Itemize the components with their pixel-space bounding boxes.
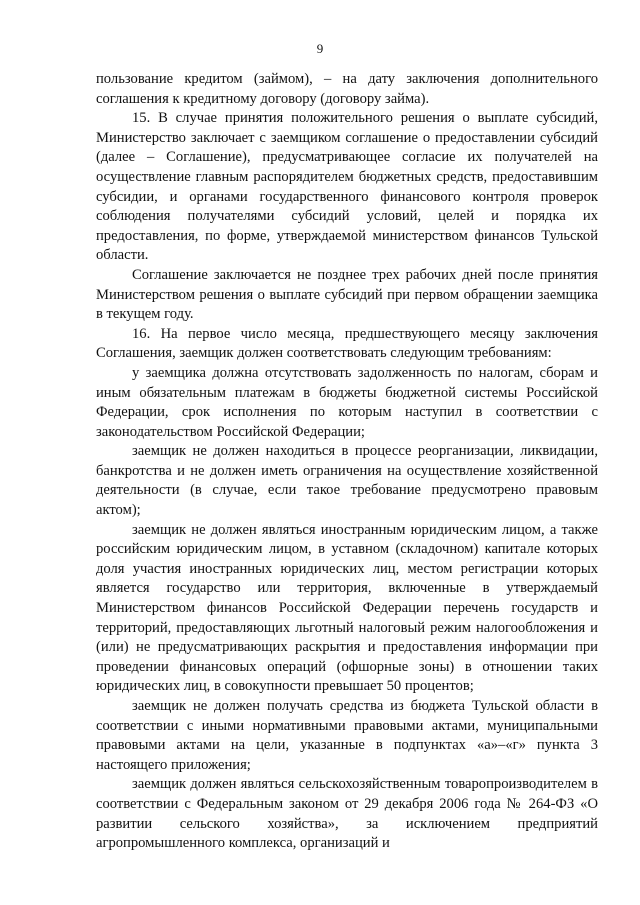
paragraph-agreement-term: Соглашение заключается не позднее трех рабочих дней после принятия Министерством решения о выплате субсидий при первом обращении заемщика в текущем году. bbox=[96, 266, 598, 323]
requirement-not-foreign-entity: заемщик не должен являться иностранным юридическим лицом, а также российским юридическим лицом, в уставном (складочном) капитале которых доля участия иностранных юридических лиц, местом регистрации которых является государство или территория, включенные в утверждаемый Министерством финансов Российской Федерации перечень государств и территорий, предоставляющих льготный налоговый режим налогообложения и (или) не предусматривающих раскрытия и предоставления информации при проведении финансовых операций (офшорные зоны) в отношении таких юридических лиц, в совокупности превышает 50 процентов; bbox=[96, 521, 598, 695]
requirement-agricultural-producer: заемщик должен являться сельскохозяйственным товаропроизводителем в соответствии с Федеральным законом от 29 декабря 2006 года № 264-ФЗ «О развитии сельского хозяйства», за исключением предприятий агропромышленного комплекса, организаций и bbox=[96, 776, 598, 852]
requirement-no-other-budget-funds: заемщик не должен получать средства из бюджета Тульской области в соответствии с иными нормативными правовыми актами, муниципальными правовыми актами на цели, указанные в подпунктах «а»–«г» пункта 3 настоящего приложения; bbox=[96, 698, 598, 773]
paragraph-item-15: 15. В случае принятия положительного решения о выплате субсидий, Министерство заключает с заемщиком соглашение о предоставлении субсидий (далее – Соглашение), предусматривающее согласие их получателей на осуществление главным распорядителем бюджетных средств, предоставившим субсидии, и органами государственного финансового контроля проверок соблюдения получателями субсидий условий, целей и порядка их предоставления, по форме, утверждаемой министерством финансов Тульской области. bbox=[96, 110, 598, 264]
document-body bbox=[96, 70, 598, 854]
requirement-no-tax-debt: у заемщика должна отсутствовать задолженность по налогам, сборам и иным обязательным платежам в бюджеты бюджетной системы Российской Федерации, срок исполнения по которым наступил в соответствии с законодательством Российской Федерации; bbox=[96, 364, 598, 440]
page-number: 9 bbox=[316, 41, 324, 56]
paragraph-item-16: 16. На первое число месяца, предшествующего месяцу заключения Соглашения, заемщик должен соответствовать следующим требованиям: bbox=[96, 325, 598, 362]
paragraph-continuation: пользование кредитом (займом), – на дату заключения дополнительного соглашения к кредитному договору (договору займа). bbox=[96, 71, 598, 107]
requirement-no-reorganization: заемщик не должен находиться в процессе реорганизации, ликвидации, банкротства и не должен иметь ограничения на осуществление хозяйственной деятельности (в случае, если такое требование предусмотрено правовым актом); bbox=[96, 443, 598, 519]
